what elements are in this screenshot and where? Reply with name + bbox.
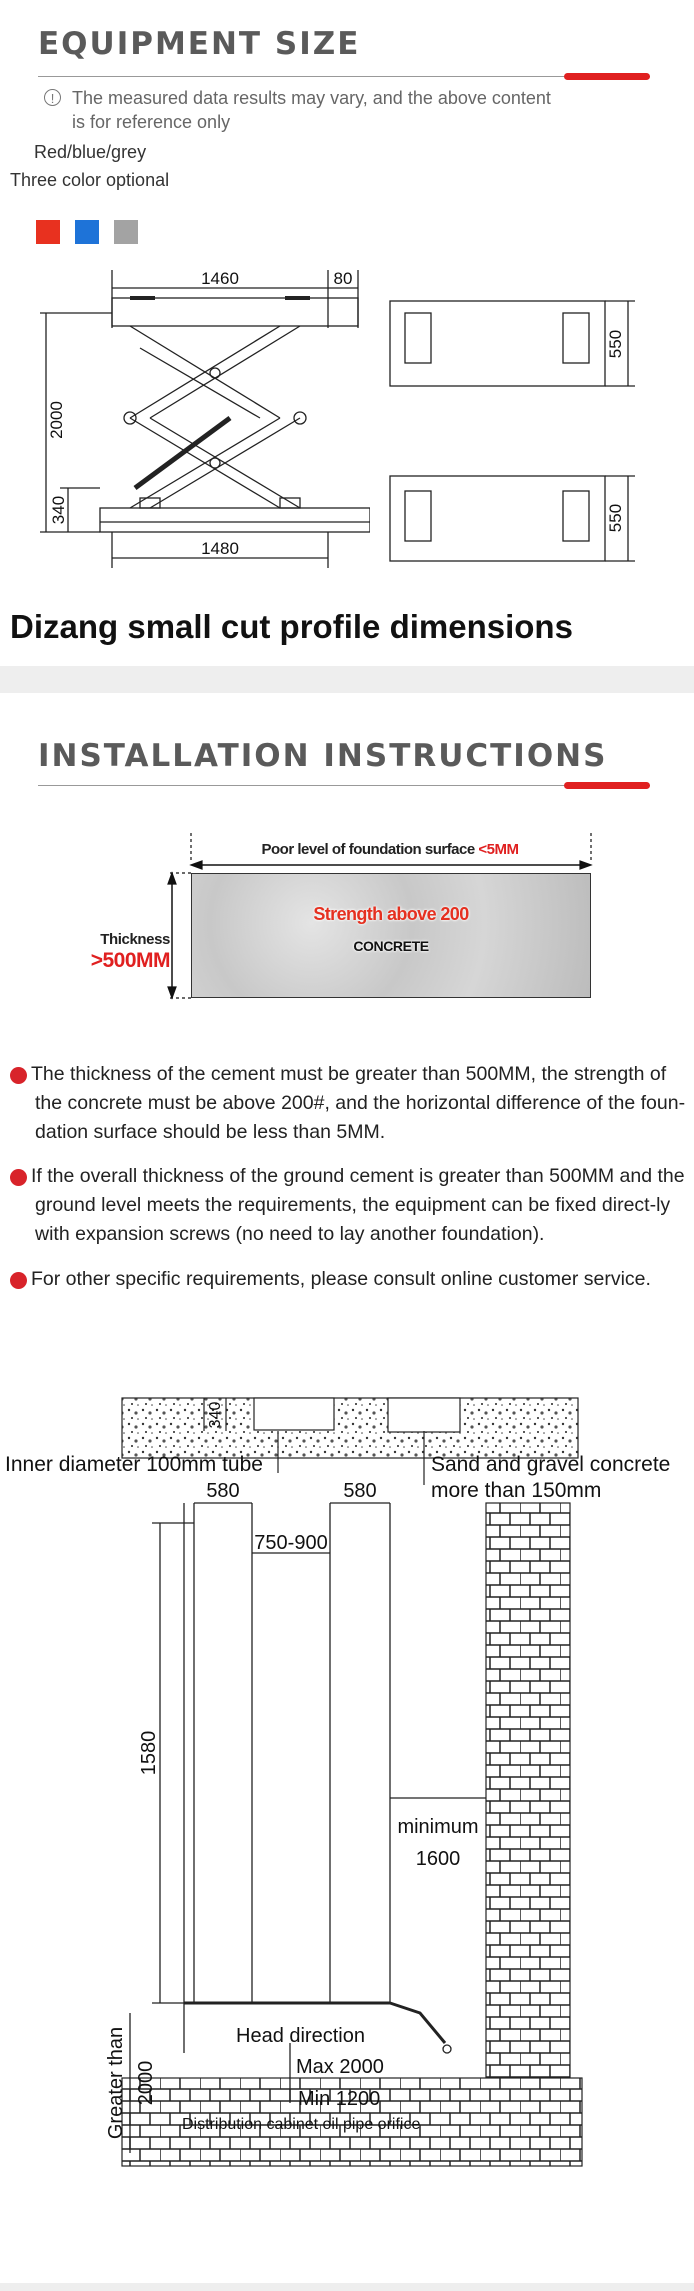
swatch-grey	[114, 220, 138, 244]
dim-plan-bottom: 550	[606, 503, 625, 533]
concrete-label: CONCRETE	[353, 938, 429, 954]
dim-top-ext: 80	[333, 269, 353, 288]
max-label: Max 2000	[296, 2056, 384, 2078]
gap-dimension: 750-900	[254, 1532, 328, 1554]
dim-base-height: 340	[49, 495, 68, 525]
instruction-text-2: If the overall thickness of the ground cement is greater than 500MM and the ground level meets the requirements, the equipment can be fixed direct-ly with expansion screws (no need to lay another foundation).	[31, 1165, 685, 1245]
dim-plan-top: 550	[606, 329, 625, 359]
swatch-red	[36, 220, 60, 244]
sand-gravel-line2: more than 150mm	[431, 1479, 602, 1502]
thickness-value: >500MM	[90, 949, 170, 972]
foundation-value: <5MM	[478, 841, 519, 858]
cabinet-orifice-label: Distribution cabinet oil pipe orifice	[182, 2116, 421, 2133]
section-title-installation: INSTALLATION INSTRUCTIONS	[38, 738, 608, 774]
length-dimension: 1580	[138, 1730, 160, 1776]
width-left: 580	[206, 1480, 240, 1502]
concrete-slab	[191, 873, 591, 998]
equipment-size-panel	[0, 0, 694, 666]
title-accent-bar	[564, 73, 650, 80]
dim-height: 2000	[47, 401, 66, 439]
number-badge: 2	[10, 1272, 27, 1289]
title-underline	[38, 76, 650, 77]
instruction-text-1: The thickness of the cement must be greater than 500MM, the strength of the concrete must be above 200#, and the horizontal difference of the foun-dation surface should be less than 5MM.	[31, 1063, 686, 1143]
title-accent-bar	[564, 782, 650, 789]
color-options-line1: Red/blue/grey	[34, 142, 147, 162]
sand-gravel-line1: Sand and gravel concrete	[431, 1453, 671, 1476]
inner-tube-label: Inner diameter 100mm tube	[5, 1453, 263, 1476]
thickness-label: Thickness	[100, 931, 170, 948]
greater-than-value: 2000	[135, 2060, 157, 2106]
width-right: 580	[343, 1480, 377, 1502]
color-options-line2: Three color optional	[10, 170, 170, 190]
minimum-label: minimum	[397, 1816, 479, 1838]
swatch-blue	[75, 220, 99, 244]
dim-base-width: 1480	[201, 539, 239, 558]
info-circle-icon: !	[44, 89, 61, 106]
head-direction-label: Head direction	[236, 2025, 365, 2047]
greater-than-label: Greater than	[105, 2026, 127, 2140]
installation-panel	[0, 693, 694, 2283]
pit-depth-top: 340	[207, 1401, 224, 1429]
instruction-point-3	[2, 1265, 690, 1294]
number-badge: 1	[10, 1067, 27, 1084]
instruction-text-3: For other specific requirements, please consult online customer service.	[31, 1268, 651, 1290]
foundation-label-text: Poor level of foundation surface	[261, 841, 475, 858]
instruction-point-1	[2, 1060, 690, 1147]
minimum-value: 1600	[415, 1848, 461, 1870]
number-badge: 2	[10, 1169, 27, 1186]
reference-note-text: The measured data results may vary, and the above content is for reference only	[72, 88, 551, 132]
lift-elevation-drawing	[40, 268, 370, 578]
dim-top-width: 1460	[201, 269, 239, 288]
reference-note	[44, 86, 564, 134]
min-label: Min 1200	[298, 2088, 381, 2110]
drawing-caption: Dizang small cut profile dimensions	[10, 608, 573, 645]
title-underline	[38, 785, 650, 786]
plan-view-drawing	[385, 296, 645, 571]
section-title-equipment: EQUIPMENT SIZE	[38, 26, 361, 62]
strength-label: Strength above 200	[313, 904, 469, 924]
instruction-point-2	[2, 1162, 690, 1249]
pit-installation-drawing	[0, 1393, 694, 2273]
